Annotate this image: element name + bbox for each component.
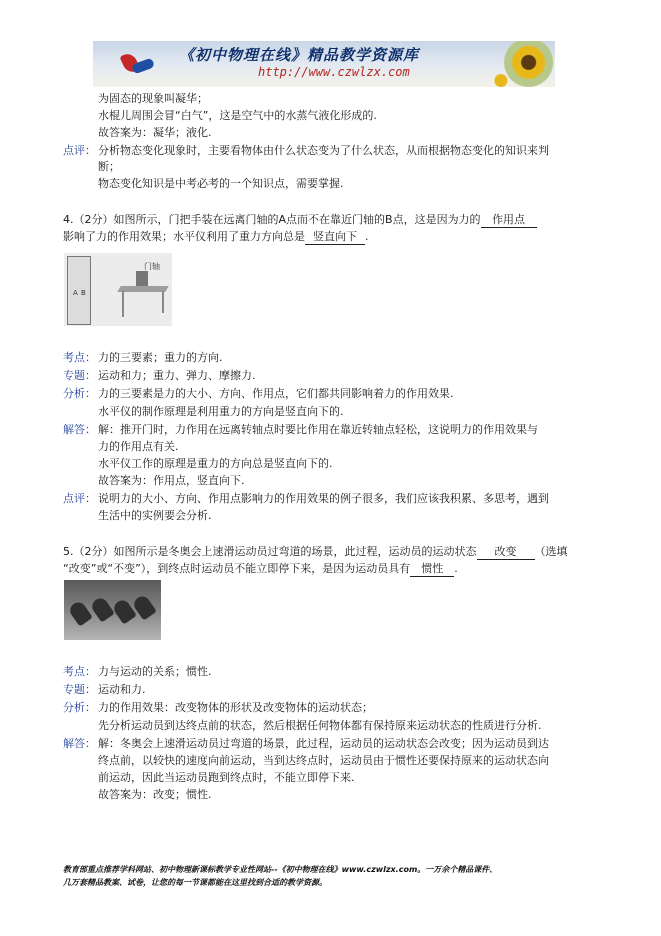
footer-line: 教育部重点推荐学科网站、初中物理新课标教学专业性网站--《初中物理在线》www.czwlzx.com。一万余个精品课件、: [63, 865, 498, 874]
q5-kaodian-label: 考点：: [63, 665, 96, 678]
q4-answer-1: 作用点: [481, 213, 537, 228]
q5-stem-text: .: [454, 562, 458, 575]
q5-stem-text: “改变”或“不变”），到终点时运动员不能立即停下来，是因为运动员具有: [63, 562, 411, 575]
q4-stem-text: .: [365, 230, 369, 243]
q4-kaodian-label: 考点：: [63, 351, 96, 364]
q5-answer-2: 惯性: [410, 562, 454, 577]
q5-jieda: 终点前，以较快的速度向前运动，当到达终点时，运动员由于惯性还要保持原来的运动状态向: [98, 754, 549, 767]
q4-jieda: 水平仪工作的原理是重力的方向总是竖直向下的.: [98, 457, 333, 470]
q4-fenxi: 水平仪的制作原理是利用重力的方向是竖直向下的.: [98, 405, 344, 418]
q5-fenxi-label: 分析：: [63, 701, 96, 714]
q4-dianping: 生活中的实例要会分析.: [98, 509, 212, 522]
q5-answer-1: 改变: [477, 545, 535, 560]
level-tool-figure: [136, 271, 148, 287]
q4-zhuanti: 运动和力；重力、弹力、摩擦力.: [98, 369, 256, 382]
q4-answer-2: 竖直向下: [305, 230, 365, 245]
skater-figure: [89, 595, 115, 622]
door-figure: [67, 256, 91, 325]
q5-jieda: 前运动，因此当运动员跑到终点时，不能立即停下来.: [98, 771, 355, 784]
q4-fenxi: 力的三要素是力的大小、方向、作用点，它们都共同影响着力的作用效果.: [98, 387, 454, 400]
footer-line: 几万套精品教案、试卷，让您的每一节课都能在这里找到合适的教学资源。: [63, 878, 327, 887]
q4-jieda: 解：推开门时，力作用在远离转轴点时要比作用在靠近转轴点轻松，这说明力的作用效果与: [98, 423, 538, 436]
q3-comment-label: 点评：: [63, 144, 96, 157]
skater-figure: [111, 597, 137, 624]
speed-skating-photo: [64, 580, 161, 640]
q3-comment: 物态变化知识是中考必考的一个知识点，需要掌握.: [98, 177, 344, 190]
q4-dianping-label: 点评：: [63, 492, 96, 505]
q3-answer: 故答案为：凝华；液化.: [98, 126, 212, 139]
q4-fenxi-label: 分析：: [63, 387, 96, 400]
q3-line: 水棍儿周围会冒“白气”，这是空气中的水蒸气液化形成的.: [98, 109, 377, 122]
q3-comment: 断；: [98, 160, 120, 173]
hinge-label: 门轴: [144, 262, 160, 271]
q5-kaodian: 力与运动的关系；惯性.: [98, 665, 212, 678]
table-leg: [122, 291, 124, 317]
q5-jieda: 故答案为：改变；惯性.: [98, 788, 212, 801]
q5-stem-text: （选填: [534, 545, 568, 558]
q5-jieda: 解：冬奥会上速滑运动员过弯道的场景，此过程，运动员的运动状态会改变；因为运动员到达: [98, 737, 549, 750]
q3-comment: 分析物态变化现象时，主要看物体由什么状态变为了什么状态，从而根据物态变化的知识来判: [98, 144, 549, 157]
q5-stem: [63, 562, 458, 577]
q4-stem-text: 影响了力的作用效果；水平仪利用了重力方向总是: [63, 230, 305, 243]
q5-zhuanti-label: 专题：: [63, 683, 96, 696]
door-and-level-figure: [64, 253, 172, 326]
q4-kaodian: 力的三要素；重力的方向.: [98, 351, 223, 364]
header-banner: [93, 41, 555, 87]
skater-figure: [67, 599, 93, 626]
q5-stem-text: 5.（2分）如图所示是冬奥会上速滑运动员过弯道的场景，此过程，运动员的运动状态: [63, 545, 477, 558]
q5-zhuanti: 运动和力.: [98, 683, 146, 696]
q4-jieda-label: 解答：: [63, 423, 96, 436]
q4-stem: [63, 213, 537, 228]
q4-jieda: 故答案为：作用点，竖直向下.: [98, 474, 245, 487]
table-figure: [117, 286, 168, 292]
point-a-label: A: [73, 289, 78, 297]
q5-fenxi: 先分析运动员到达终点前的状态，然后根据任何物体都有保持原来运动状态的性质进行分析.: [98, 719, 542, 732]
q4-stem: [63, 230, 369, 245]
q5-fenxi: 力的作用效果：改变物体的形状及改变物体的运动状态；: [98, 701, 373, 714]
point-b-label: B: [81, 289, 86, 297]
banner-url[interactable]: http://www.czwlzx.com: [258, 65, 410, 79]
q4-zhuanti-label: 专题：: [63, 369, 96, 382]
q4-stem-text: 4.（2分）如图所示，门把手装在远离门轴的A点而不在靠近门轴的B点，这是因为力的: [63, 213, 481, 226]
sunflower-image: [489, 41, 555, 87]
q5-stem: [63, 545, 568, 560]
q5-jieda-label: 解答：: [63, 737, 96, 750]
q4-dianping: 说明力的大小、方向、作用点影响力的作用效果的例子很多，我们应该我积累、多思考，遇到: [98, 492, 549, 505]
q4-jieda: 力的作用点有关.: [98, 440, 179, 453]
banner-title: 《初中物理在线》精品教学资源库: [179, 46, 420, 64]
q3-line: 为固态的现象叫凝华；: [98, 92, 208, 105]
table-leg: [162, 291, 164, 313]
